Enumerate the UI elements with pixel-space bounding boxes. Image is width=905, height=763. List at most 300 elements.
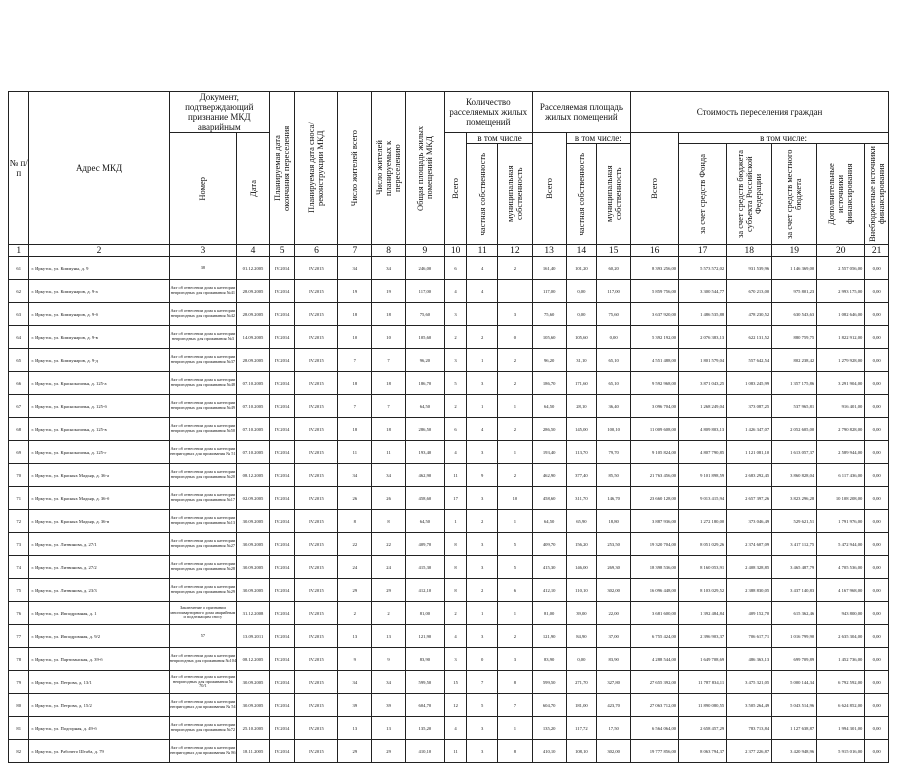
total-area-cell: 135,20 [405,717,444,740]
residents-planned-cell: 18 [372,303,406,326]
cost-local-cell: 3 465 487,79 [772,556,817,579]
column-number: 2 [29,245,169,257]
cost-offbudget-cell: 0,00 [865,418,889,441]
area-private-cell: 146,00 [566,556,597,579]
rooms-private-cell: 2 [467,326,498,349]
header-doc-date: Дата [237,133,270,245]
doc-date-cell: 07.10.2005 [237,395,270,418]
row-number: 69 [9,441,29,464]
cost-total-cell: 9 105 824,00 [631,441,679,464]
cost-additional-cell: 4 167 968,00 [817,579,865,602]
residents-planned-cell: 18 [372,372,406,395]
address-cell: г. Иркутск, ул. Красных Мадьяр, д. 36-в [29,510,169,533]
planned-demolition-cell: IV.2015 [295,395,338,418]
cost-regional-cell: 783 713,84 [727,717,772,740]
planned-end-cell: IV.2014 [269,625,295,648]
cost-regional-cell: 1 426 347,07 [727,418,772,441]
doc-number-cell: Акт об отнесении дома к категории непригодных для проживания №72 [169,717,237,740]
cost-additional-cell: 5 472 944,00 [817,533,865,556]
row-number: 62 [9,280,29,303]
row-number: 70 [9,464,29,487]
column-number: 4 [237,245,270,257]
rooms-total-cell: 11 [444,464,467,487]
rooms-municipal-cell: 5 [498,533,533,556]
row-number: 81 [9,717,29,740]
doc-number-cell: 38 [169,257,237,280]
row-number: 76 [9,602,29,625]
address-cell: г. Иркутск, ул. Красных Мадьяр, д. 36-а [29,464,169,487]
cost-offbudget-cell: 0,00 [865,671,889,694]
rooms-municipal-cell: 1 [498,395,533,418]
table-row [9,579,889,602]
rooms-total-cell: 4 [444,717,467,740]
area-municipal-cell: 0,00 [597,326,631,349]
cost-total-cell: 11 009 608,00 [631,418,679,441]
area-total-cell: 410,10 [532,740,566,763]
header-area-including: в том числе: [566,133,630,144]
header-planned-end: Планируемая дата окончания переселения [269,92,295,245]
residents-planned-cell: 2 [372,602,406,625]
address-cell: г. Иркутск, ул. Партизанская, д. 39-б [29,648,169,671]
rooms-municipal-cell [498,280,533,303]
rooms-municipal-cell: 0 [498,326,533,349]
residents-planned-cell: 10 [372,326,406,349]
cost-fund-cell: 4 807 790,85 [679,441,727,464]
column-number: 13 [532,245,566,257]
area-private-cell: 39,00 [566,602,597,625]
area-private-cell: 377,40 [566,464,597,487]
planned-demolition-cell: IV.2015 [295,717,338,740]
residents-total-cell: 7 [338,349,372,372]
doc-date-cell: 31.12.2008 [237,602,270,625]
planned-end-cell: IV.2014 [269,602,295,625]
planned-demolition-cell: IV.2015 [295,372,338,395]
table-row [9,625,889,648]
area-municipal-cell: 17,50 [597,717,631,740]
cost-total-cell: 6 755 424,00 [631,625,679,648]
table-row [9,694,889,717]
rooms-municipal-cell: 6 [498,579,533,602]
cost-regional-cell: 486 363,13 [727,648,772,671]
cost-regional-cell: 2 374 607,09 [727,533,772,556]
cost-offbudget-cell: 0,00 [865,648,889,671]
residents-planned-cell: 26 [372,487,406,510]
doc-date-cell: 30.09.2005 [237,671,270,694]
doc-date-cell: 14.09.2005 [237,326,270,349]
area-private-cell: 181,00 [566,694,597,717]
rooms-total-cell: 6 [444,257,467,280]
area-total-cell: 96,20 [532,349,566,372]
rooms-private-cell: 3 [467,372,498,395]
row-number: 66 [9,372,29,395]
cost-additional-cell: 1 279 928,00 [817,349,865,372]
table-row [9,395,889,418]
area-total-cell: 412,10 [532,579,566,602]
rooms-total-cell: 2 [444,602,467,625]
row-number: 71 [9,487,29,510]
rooms-municipal-cell: 10 [498,487,533,510]
cost-regional-cell: 373 087,25 [727,395,772,418]
row-number: 65 [9,349,29,372]
row-number: 78 [9,648,29,671]
rooms-private-cell: 5 [467,694,498,717]
cost-offbudget-cell: 0,00 [865,625,889,648]
header-rooms-municipal: муниципальная собственность [498,144,533,245]
residents-total-cell: 22 [338,533,372,556]
cost-local-cell: 802 238,42 [772,349,817,372]
rooms-municipal-cell: 3 [498,648,533,671]
address-cell: г. Иркутск, ул. Литвинова, д. 23/3 [29,579,169,602]
doc-number-cell: Акт об отнесении дома к категории непригодных для проживания №50 [169,418,237,441]
rooms-private-cell: 4 [467,257,498,280]
planned-demolition-cell: IV.2015 [295,349,338,372]
cost-total-cell: 23 660 128,00 [631,487,679,510]
table-row [9,671,889,694]
area-total-cell: 117,00 [532,280,566,303]
cost-fund-cell: 2 076 383,13 [679,326,727,349]
rooms-private-cell: 1 [467,395,498,418]
column-number: 3 [169,245,237,257]
planned-demolition-cell: IV.2015 [295,418,338,441]
area-municipal-cell: 22,00 [597,602,631,625]
table-row [9,280,889,303]
area-municipal-cell: 302,00 [597,579,631,602]
rooms-private-cell: 1 [467,349,498,372]
cost-regional-cell: 2 377 226,87 [727,740,772,763]
area-municipal-cell: 36,40 [597,395,631,418]
planned-demolition-cell: IV.2015 [295,648,338,671]
residents-planned-cell: 24 [372,556,406,579]
area-private-cell: 31,10 [566,349,597,372]
doc-number-cell: Акт об отнесении дома к категории непригодных для проживания №29 [169,579,237,602]
column-number: 1 [9,245,29,257]
rooms-total-cell: 4 [444,625,467,648]
total-area-cell: 412,10 [405,579,444,602]
cost-fund-cell: 11 890 080,55 [679,694,727,717]
table-row [9,602,889,625]
rooms-total-cell: 2 [444,395,467,418]
total-area-cell: 186,70 [405,372,444,395]
rooms-private-cell: 4 [467,280,498,303]
address-cell: г. Иркутск, ул. Коммунаров, д. 9-в [29,326,169,349]
header-rooms-group: Количество расселяемых жилых помещений [444,92,532,133]
rooms-total-cell: 2 [444,326,467,349]
planned-end-cell: IV.2014 [269,303,295,326]
address-cell: г. Иркутск, ул. Коммунаров, д. 9-а [29,280,169,303]
total-area-cell: 96,20 [405,349,444,372]
header-doc-number: Номер [169,133,237,245]
residents-total-cell: 18 [338,372,372,395]
doc-date-cell: 18.11.2005 [237,740,270,763]
residents-total-cell: 10 [338,326,372,349]
cost-offbudget-cell: 0,00 [865,556,889,579]
residents-total-cell: 34 [338,464,372,487]
column-number: 17 [679,245,727,257]
doc-number-cell: Акт об отнесении дома к категории непригодных для проживания № 86 [169,740,237,763]
address-cell: г. Иркутск, ул. Коммуны, д. 9 [29,257,169,280]
cost-total-cell: 3 887 936,00 [631,510,679,533]
column-number: 8 [372,245,406,257]
doc-date-cell: 30.09.2005 [237,579,270,602]
cost-additional-cell: 10 108 208,00 [817,487,865,510]
residents-planned-cell: 18 [372,418,406,441]
column-number: 6 [295,245,338,257]
header-rooms-total: Всего [444,133,467,245]
area-total-cell: 599,50 [532,671,566,694]
residents-total-cell: 29 [338,740,372,763]
planned-demolition-cell: IV.2015 [295,694,338,717]
residents-total-cell: 26 [338,487,372,510]
rooms-total-cell: 1 [444,510,467,533]
cost-offbudget-cell: 0,00 [865,694,889,717]
total-area-cell: 415,30 [405,556,444,579]
cost-fund-cell: 9 013 415,94 [679,487,727,510]
cost-local-cell: 537 965,81 [772,395,817,418]
cost-fund-cell: 1 392 484,84 [679,602,727,625]
table-row [9,257,889,280]
total-area-cell: 409,70 [405,533,444,556]
area-municipal-cell: 100,10 [597,418,631,441]
planned-end-cell: IV.2014 [269,740,295,763]
rooms-municipal-cell: 7 [498,694,533,717]
residents-total-cell: 34 [338,257,372,280]
rooms-private-cell: 7 [467,671,498,694]
cost-offbudget-cell: 0,00 [865,579,889,602]
rooms-municipal-cell: 2 [498,418,533,441]
planned-end-cell: IV.2014 [269,579,295,602]
total-area-cell: 83,90 [405,648,444,671]
cost-offbudget-cell: 0,00 [865,740,889,763]
doc-number-cell: Акт об отнесении дома к категории непригодных для проживания № 51 [169,441,237,464]
cost-additional-cell: 3 291 904,00 [817,372,865,395]
address-cell: г. Иркутск, ул. Подгорная, д. 49-б [29,717,169,740]
cost-total-cell: 3 637 920,00 [631,303,679,326]
doc-number-cell: Акт об отнесении дома к категории непригодных для проживания №28 [169,556,237,579]
area-municipal-cell: 60,20 [597,257,631,280]
cost-additional-cell: 5 915 016,00 [817,740,865,763]
doc-date-cell: 08.12.2005 [237,464,270,487]
doc-number-cell: Акт об отнесении дома к категории непригодных для проживания №41 [169,280,237,303]
column-number: 20 [817,245,865,257]
cost-regional-cell: 2 683 292,45 [727,464,772,487]
doc-number-cell: Акт об отнесении дома к категории непригодных для проживания №13 [169,510,237,533]
address-cell: г. Иркутск, ул. Петрова, д. 15/2 [29,694,169,717]
cost-regional-cell: 557 642,54 [727,349,772,372]
planned-end-cell: IV.2014 [269,648,295,671]
rooms-municipal-cell: 8 [498,671,533,694]
planned-end-cell: IV.2014 [269,441,295,464]
area-private-cell: 101,20 [566,257,597,280]
planned-end-cell: IV.2014 [269,372,295,395]
area-private-cell: 0,00 [566,280,597,303]
row-number: 68 [9,418,29,441]
address-cell: г. Иркутск, ул. Рабочего Штаба, д. 79 [29,740,169,763]
cost-offbudget-cell: 0,00 [865,326,889,349]
residents-planned-cell: 19 [372,280,406,303]
area-total-cell: 458,60 [532,487,566,510]
area-total-cell: 186,70 [532,372,566,395]
cost-offbudget-cell: 0,00 [865,510,889,533]
total-area-cell: 105,60 [405,326,444,349]
residents-planned-cell: 11 [372,441,406,464]
total-area-cell: 81,00 [405,602,444,625]
cost-total-cell: 18 398 536,00 [631,556,679,579]
row-number: 79 [9,671,29,694]
address-cell: г. Иркутск, ул. Литвинова, д. 27/2 [29,556,169,579]
header-cost-offbudget: Внебюджетные источники финансирования [865,144,889,245]
planned-demolition-cell: IV.2015 [295,556,338,579]
area-total-cell: 81,00 [532,602,566,625]
column-number-row [9,245,889,257]
cost-local-cell: 3 823 296,28 [772,487,817,510]
residents-total-cell: 18 [338,303,372,326]
total-area-cell: 246,00 [405,257,444,280]
header-cost-fund: за счет средств Фонда [679,144,727,245]
cost-fund-cell: 2 396 903,37 [679,625,727,648]
residents-planned-cell: 39 [372,694,406,717]
row-number: 63 [9,303,29,326]
cost-local-cell: 975 801,23 [772,280,817,303]
rooms-private-cell: 2 [467,579,498,602]
header-rooms-including: в том числе [467,133,532,144]
cost-total-cell: 3 681 600,00 [631,602,679,625]
rooms-total-cell: 8 [444,556,467,579]
cost-total-cell: 6 564 064,00 [631,717,679,740]
header-cost-group: Стоимость переселения граждан [631,92,889,133]
cost-regional-cell: 478 230,52 [727,303,772,326]
rooms-municipal-cell: 8 [498,740,533,763]
cost-local-cell: 615 362,46 [772,602,817,625]
table-row [9,648,889,671]
cost-fund-cell: 4 809 803,13 [679,418,727,441]
area-total-cell: 286,50 [532,418,566,441]
table-row [9,556,889,579]
cost-local-cell: 529 621,51 [772,510,817,533]
area-private-cell: 65,90 [566,510,597,533]
column-number: 18 [727,245,772,257]
header-cost-additional: Дополнительные источники финансирования [817,144,865,245]
total-area-cell: 410,10 [405,740,444,763]
doc-number-cell: Акт об отнесении дома к категории непригодных для проживания №104 [169,648,237,671]
cost-total-cell: 5 859 756,00 [631,280,679,303]
planned-demolition-cell: IV.2015 [295,303,338,326]
residents-planned-cell: 7 [372,395,406,418]
area-municipal-cell: 37,00 [597,625,631,648]
area-total-cell: 193,40 [532,441,566,464]
cost-total-cell: 9 592 968,00 [631,372,679,395]
rooms-private-cell: 3 [467,625,498,648]
cost-fund-cell: 8 103 029,52 [679,579,727,602]
planned-demolition-cell: IV.2015 [295,464,338,487]
planned-demolition-cell: IV.2015 [295,441,338,464]
cost-regional-cell: 670 213,00 [727,280,772,303]
cost-additional-cell: 2 790 828,00 [817,418,865,441]
doc-date-cell: 30.09.2005 [237,694,270,717]
header-total-area: Общая площадь жилых помещений МКД [405,92,444,245]
doc-date-cell: 30.09.2005 [237,556,270,579]
rooms-private-cell: 3 [467,487,498,510]
cost-regional-cell: 3 505 264,49 [727,694,772,717]
planned-end-cell: IV.2014 [269,717,295,740]
cost-fund-cell: 1 272 180,00 [679,510,727,533]
cost-fund-cell: 2 658 457,29 [679,717,727,740]
cost-local-cell: 630 543,63 [772,303,817,326]
doc-date-cell: 30.09.2005 [237,510,270,533]
row-number: 67 [9,395,29,418]
cost-local-cell: 1 146 369,00 [772,257,817,280]
area-total-cell: 83,90 [532,648,566,671]
rooms-municipal-cell: 2 [498,464,533,487]
doc-number-cell: Акт об отнесении дома к категории непригодных для проживания №49 [169,395,237,418]
rooms-private-cell [467,303,498,326]
cost-offbudget-cell: 0,00 [865,395,889,418]
column-number: 16 [631,245,679,257]
row-number: 72 [9,510,29,533]
cost-additional-cell: 1 452 736,00 [817,648,865,671]
area-municipal-cell: 75,60 [597,303,631,326]
cost-total-cell: 16 096 448,00 [631,579,679,602]
cost-fund-cell: 1 649 708,69 [679,648,727,671]
cost-local-cell: 1 357 175,86 [772,372,817,395]
header-num: № п/п [9,92,29,245]
rooms-total-cell: 15 [444,671,467,694]
header-rooms-private: частная собственность [467,144,498,245]
area-total-cell: 64,50 [532,395,566,418]
total-area-cell: 458,60 [405,487,444,510]
row-number: 75 [9,579,29,602]
header-area-group: Расселяемая площадь жилых помещений [532,92,630,133]
area-total-cell: 75,60 [532,303,566,326]
row-number: 74 [9,556,29,579]
planned-end-cell: IV.2014 [269,556,295,579]
address-cell: г. Иркутск, ул. Красноказачья, д. 125-г [29,441,169,464]
area-private-cell: 117,72 [566,717,597,740]
address-cell: г. Иркутск, ул. Коммунаров, д. 9-б [29,303,169,326]
area-total-cell: 105,60 [532,326,566,349]
cost-total-cell: 4 551 488,00 [631,349,679,372]
cost-local-cell: 1 016 799,90 [772,625,817,648]
table-row [9,349,889,372]
cost-additional-cell: 6 117 436,00 [817,464,865,487]
row-number: 73 [9,533,29,556]
cost-additional-cell: 1 082 646,00 [817,303,865,326]
residents-total-cell: 8 [338,510,372,533]
total-area-cell: 117,00 [405,280,444,303]
address-cell: г. Иркутск, ул. Красных Мадьяр, д. 36-б [29,487,169,510]
cost-total-cell: 3 096 704,00 [631,395,679,418]
area-municipal-cell: 253,50 [597,533,631,556]
residents-planned-cell: 22 [372,533,406,556]
residents-total-cell: 29 [338,579,372,602]
planned-end-cell: IV.2014 [269,326,295,349]
total-area-cell: 604,70 [405,694,444,717]
planned-demolition-cell: IV.2015 [295,740,338,763]
cost-offbudget-cell: 0,00 [865,464,889,487]
table-row [9,717,889,740]
area-private-cell: 156,20 [566,533,597,556]
doc-date-cell: 07.10.2005 [237,418,270,441]
area-total-cell: 415,30 [532,556,566,579]
cost-regional-cell: 2 657 397,26 [727,487,772,510]
residents-total-cell: 39 [338,694,372,717]
row-number: 82 [9,740,29,763]
area-private-cell: 28,10 [566,395,597,418]
doc-date-cell: 07.10.2005 [237,372,270,395]
rooms-total-cell: 12 [444,694,467,717]
cost-regional-cell: 3 475 321,05 [727,671,772,694]
row-number: 80 [9,694,29,717]
cost-local-cell: 5 043 514,96 [772,694,817,717]
